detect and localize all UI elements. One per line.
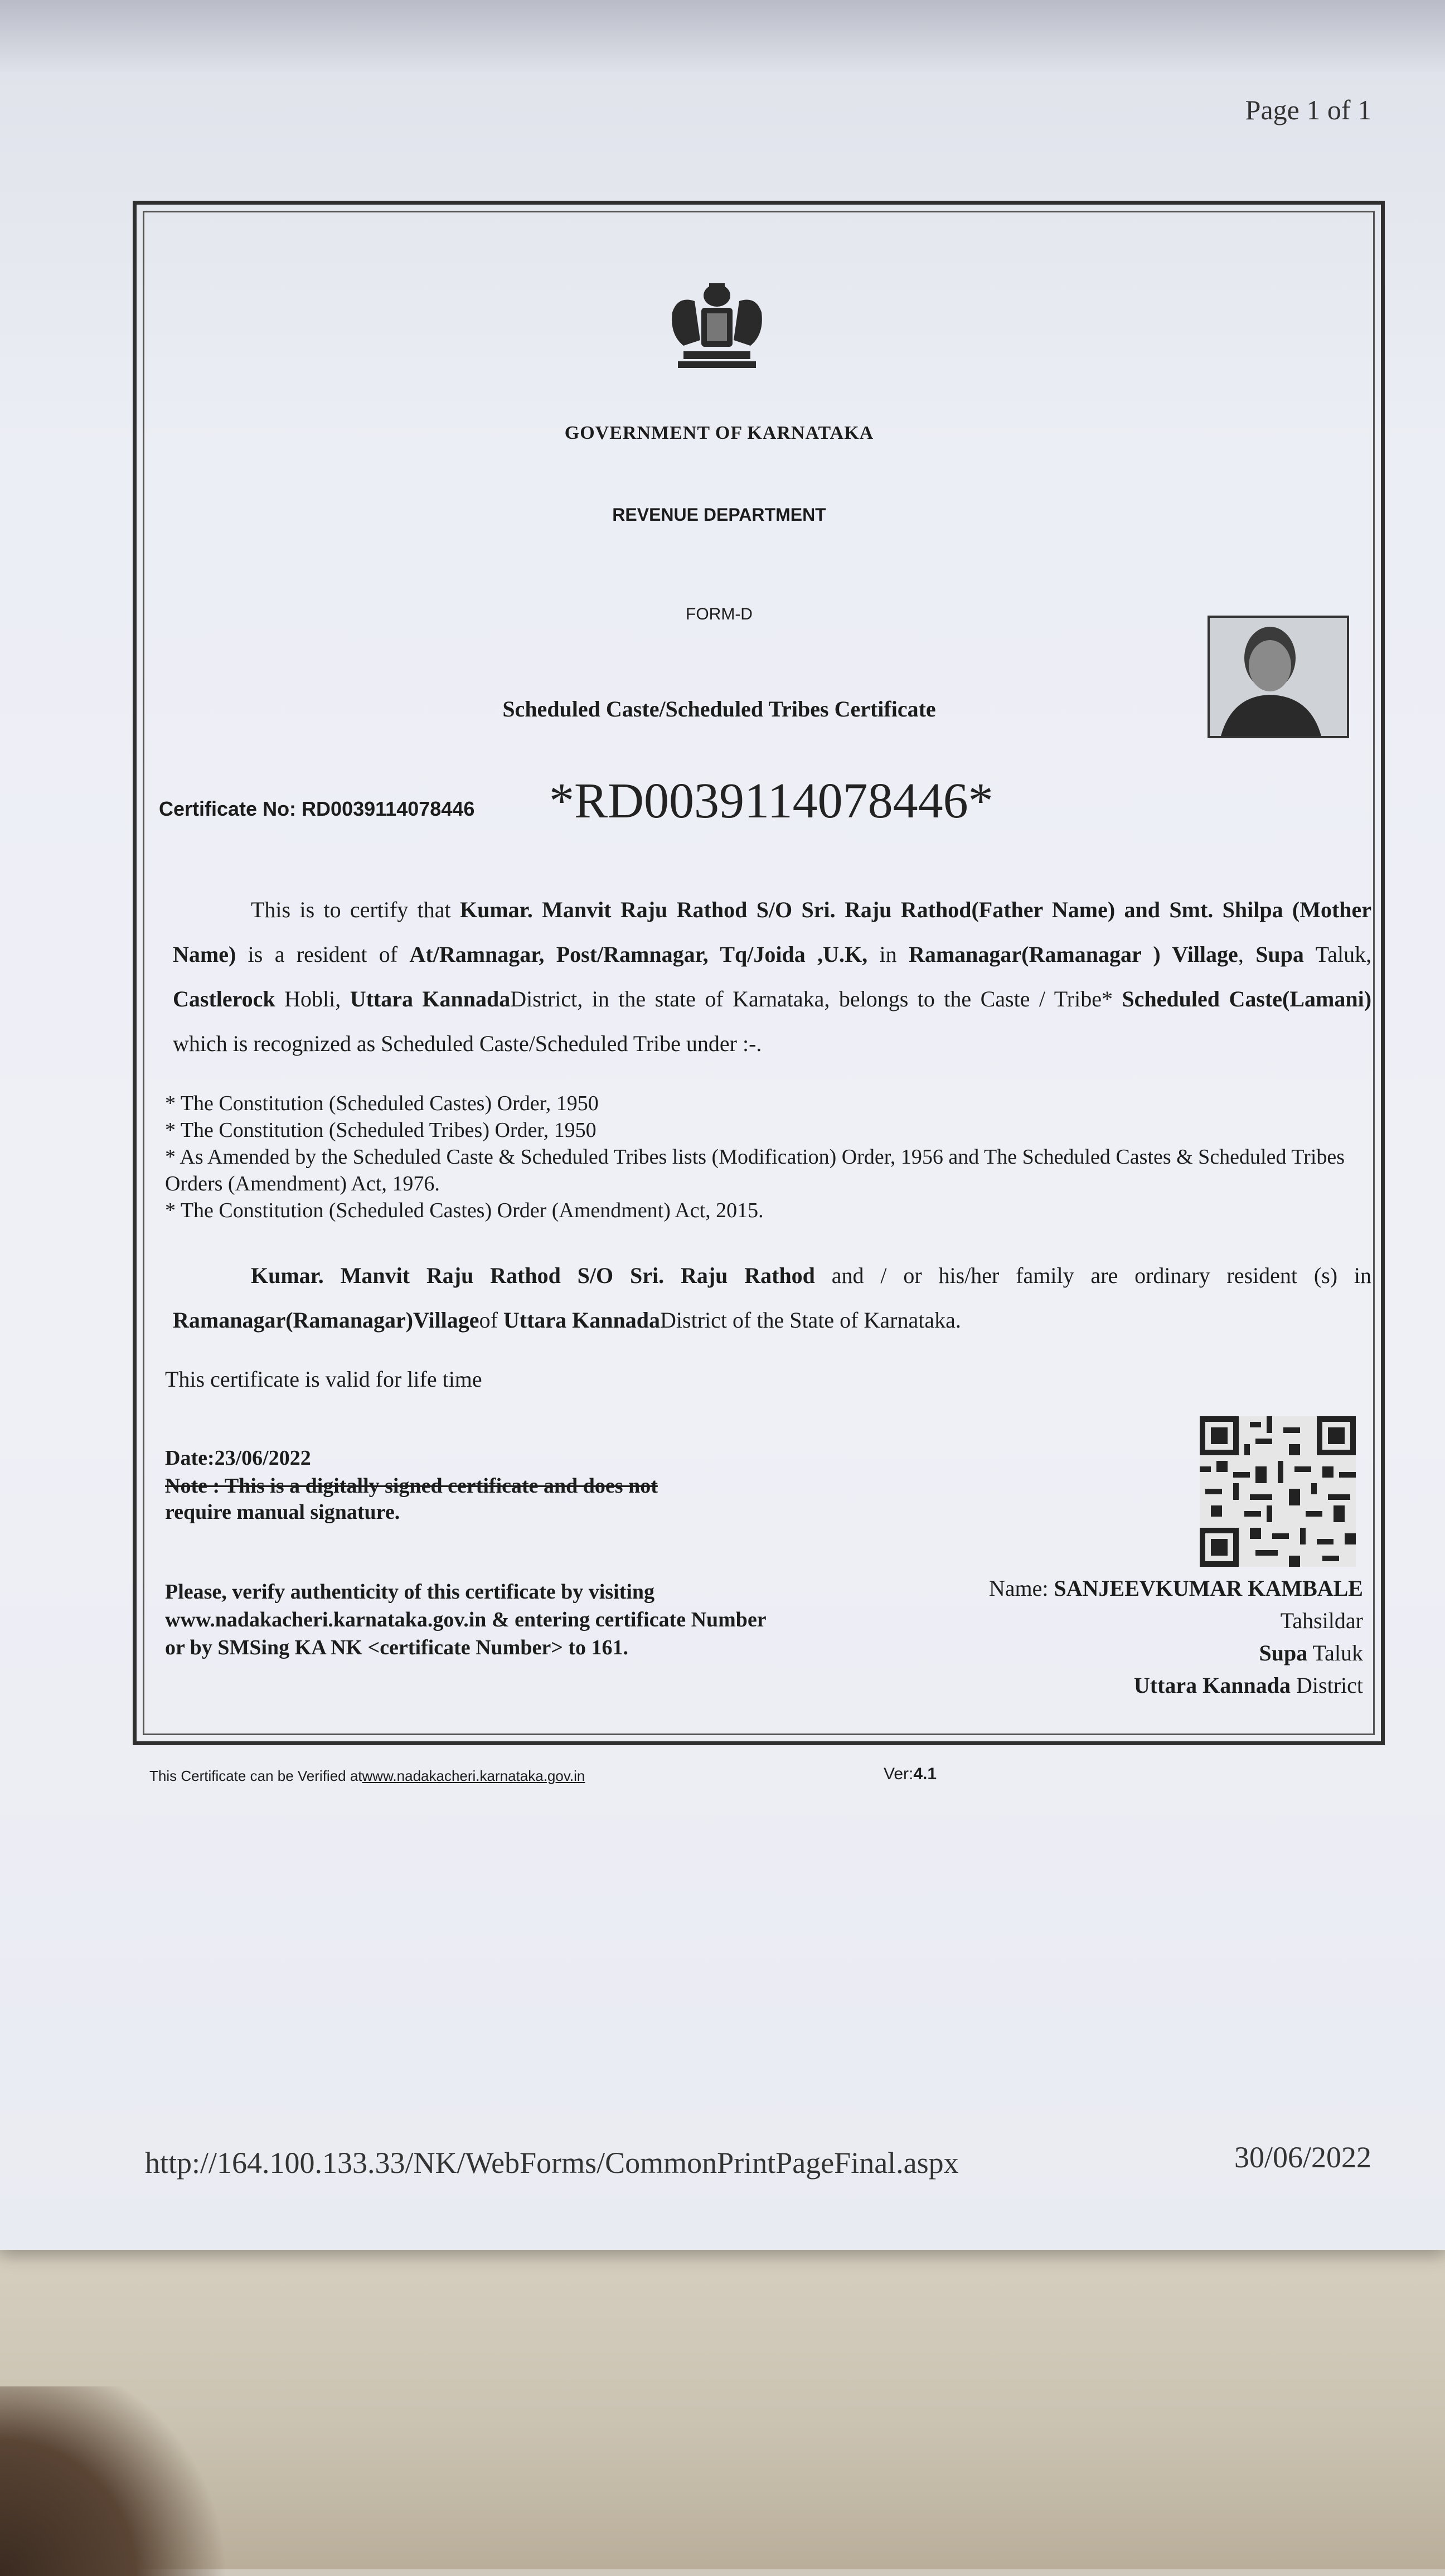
- version-label: [884, 1765, 937, 1784]
- version-label-text: Ver:: [884, 1765, 914, 1783]
- signatory-taluk-word: Taluk: [1312, 1640, 1363, 1665]
- district-name: Uttara Kannada: [350, 986, 511, 1011]
- certificate-title: Scheduled Caste/Scheduled Tribes Certificate: [502, 696, 936, 722]
- intro-text: This is to certify that: [251, 897, 451, 922]
- verification-instructions: Please, verify authenticity of this certificate by visiting www.nadakacheri.karnataka.gov.in & entering certificate Number or by SMSing KA NK <certificate Number> to 161.: [165, 1580, 766, 1659]
- order-item: * The Constitution (Scheduled Castes) Order (Amendment) Act, 2015.: [165, 1199, 764, 1222]
- government-heading: GOVERNMENT OF KARNATAKA: [564, 423, 874, 443]
- relation-text: S/O: [756, 897, 793, 922]
- page-top-shadow: [0, 0, 1445, 72]
- issue-date: Date:23/06/2022: [165, 1446, 311, 1470]
- qr-code-icon: [1200, 1416, 1356, 1567]
- signatory-district: Uttara Kannada: [1133, 1673, 1291, 1698]
- caste-tail: which is recognized as Scheduled Caste/Scheduled Tribe under :-.: [173, 1031, 762, 1056]
- signatory-block: [836, 1572, 1363, 1702]
- and-text: and: [1124, 897, 1161, 922]
- table-dark-corner: [0, 2386, 234, 2576]
- version-number: 4.1: [913, 1765, 937, 1783]
- hobli-word: Hobli,: [284, 986, 341, 1011]
- residence-paragraph: [173, 1253, 1371, 1343]
- validity-text: This certificate is valid for life time: [165, 1367, 482, 1392]
- signatory-designation: Tahsildar: [1280, 1608, 1363, 1633]
- page-number: Page 1 of 1: [1245, 94, 1371, 125]
- order-item: * The Constitution (Scheduled Tribes) Order, 1950: [165, 1118, 597, 1142]
- signatory-name: SANJEEVKUMAR KAMBALE: [1054, 1576, 1363, 1601]
- father-name: Sri. Raju Rathod(Father Name): [801, 897, 1116, 922]
- taluk-name: Supa: [1255, 942, 1304, 967]
- applicant-name: Kumar. Manvit Raju Rathod: [459, 897, 748, 922]
- residence-district: Uttara Kannada: [503, 1308, 661, 1333]
- issue-date-block: [165, 1444, 658, 1500]
- order-item: * As Amended by the Scheduled Caste & Scheduled Tribes lists (Modification) Order, 1956 and The Scheduled Castes & Scheduled Tribes Orders (Amendment) Act, 1976.: [165, 1145, 1345, 1195]
- village-name: Ramanagar(Ramanagar ) Village: [908, 942, 1238, 967]
- district-tail: District, in the state of Karnataka, belongs to the Caste / Tribe*: [510, 986, 1113, 1011]
- form-label: FORM-D: [686, 605, 753, 623]
- caste-name: Scheduled Caste(Lamani): [1122, 986, 1372, 1011]
- signatory-name-label: Name:: [988, 1576, 1049, 1601]
- residence-mid-text: and / or his/her family are ordinary resident (s) in: [831, 1263, 1372, 1288]
- applicant-photo: [1208, 616, 1349, 738]
- residence-village: Ramanagar(Ramanagar)Village: [173, 1308, 479, 1333]
- print-date: 30/06/2022: [1234, 2141, 1371, 2174]
- verification-link[interactable]: www.nadakacheri.karnataka.gov.in: [362, 1768, 585, 1784]
- residence-tail: District of the State of Karnataka.: [660, 1308, 961, 1333]
- signatory-name-row: [836, 1572, 1363, 1605]
- mother-name: Smt. Shilpa (Mother Name): [173, 897, 1372, 967]
- residence-person: Kumar. Manvit Raju Rathod S/O: [251, 1263, 614, 1288]
- certificate-number-label: Certificate No:: [159, 797, 297, 820]
- signatory-taluk: Supa: [1259, 1640, 1308, 1665]
- signatory-district-word: District: [1296, 1673, 1363, 1698]
- certificate-number-row: [159, 797, 474, 821]
- taluk-word: Taluk,: [1315, 942, 1372, 967]
- verification-footer: [149, 1768, 585, 1785]
- certification-paragraph: This is to certify that Kumar. Manvit Raju Rathod S/O Sri. Raju Rathod(Father Name) and Smt. Shilpa (Mother Name) is a resident of At/Ramnagar, Post/Ramnagar, Tq/Joida ,U.K, in Ramanagar(Ramanagar ) Village, Supa Taluk, Castlerock Hobli, Uttara KannadaDistrict, in the state of Karnataka, belongs to the Caste / Tribe* Scheduled Caste(Lamani) which is recognized as Scheduled Caste/Scheduled Tribe under :-.: [173, 897, 1372, 1056]
- address: At/Ramnagar, Post/Ramnagar, Tq/Joida ,U.K,: [409, 942, 868, 967]
- digital-signature-note-continued: require manual signature.: [165, 1500, 400, 1524]
- in-text: in: [879, 942, 897, 967]
- state-emblem-icon: [661, 273, 773, 374]
- signatory-district-row: [836, 1669, 1363, 1702]
- orders-list: [165, 1090, 1369, 1224]
- verification-footer-text: This Certificate can be Verified at: [149, 1768, 362, 1784]
- certificate-barcode-text: *RD0039114078446*: [549, 773, 993, 829]
- order-item: * The Constitution (Scheduled Castes) Order, 1950: [165, 1092, 599, 1115]
- hobli-name: Castlerock: [173, 986, 275, 1011]
- certificate-number: RD0039114078446: [302, 797, 475, 820]
- signatory-taluk-row: [836, 1637, 1363, 1669]
- digital-signature-note: Note : This is a digitally signed certificate and does not: [165, 1474, 658, 1498]
- residence-father: Sri. Raju Rathod: [630, 1263, 815, 1288]
- department-heading: REVENUE DEPARTMENT: [612, 505, 826, 525]
- print-url: http://164.100.133.33/NK/WebForms/CommonPrintPageFinal.aspx: [145, 2146, 959, 2180]
- resident-text: is a resident of: [248, 942, 398, 967]
- residence-of-text: of: [479, 1308, 498, 1333]
